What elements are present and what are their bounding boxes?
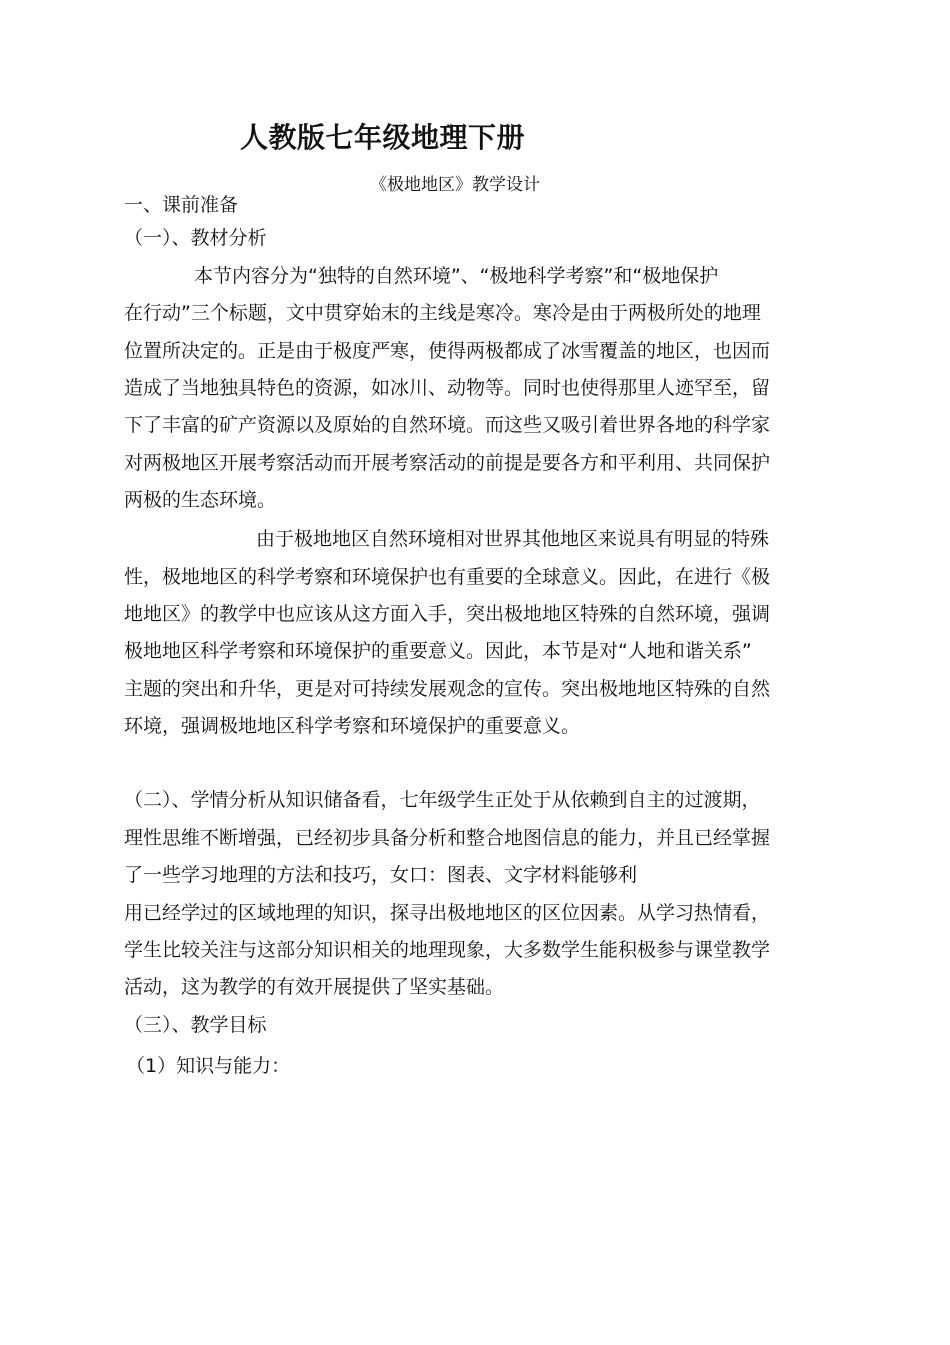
paragraph-line: 用已经学过的区域地理的知识，探寻出极地地区的区位因素。从学习热情看， <box>124 902 771 924</box>
paragraph-line: 性，极地地区的科学考察和环境保护也有重要的全球意义。因此，在进行《极 <box>124 566 771 588</box>
paragraph-line: 活动，这为教学的有效开展提供了坚实基础。 <box>124 976 505 998</box>
paragraph-line: 在行动”三个标题，文中贯穿始末的主线是寒冷。寒冷是由于两极所处的地理 <box>124 302 761 324</box>
paragraph-line: 了一些学习地理的方法和技巧，女口：图表、文字材料能够利 <box>124 864 638 886</box>
paragraph-line: 本节内容分为“独特的自然环境”、“极地科学考察”和“极地保护 <box>194 265 719 287</box>
paragraph-line: 两极的生态环境。 <box>124 489 277 511</box>
paragraph-line: 位置所决定的。正是由于极度严寒，使得两极都成了冰雪覆盖的地区，也因而 <box>124 340 771 362</box>
paragraph-line: 下了丰富的矿产资源以及原始的自然环境。而这些又吸引着世界各地的科学家 <box>124 414 771 436</box>
paragraph-line: 主题的突出和升华，更是对可持续发展观念的宣传。突出极地地区特殊的自然 <box>124 678 771 700</box>
paragraph-line: 学生比较关注与这部分知识相关的地理现象，大多数学生能积极参与课堂教学 <box>124 939 771 961</box>
goal-item-knowledge: （1）知识与能力： <box>126 1055 291 1077</box>
paragraph-line: 极地地区科学考察和环境保护的重要意义。因此，本节是对“人地和谐关系” <box>124 640 752 662</box>
paragraph-line: （二）、学情分析从知识储备看，七年级学生正处于从依赖到自主的过渡期， <box>124 789 761 811</box>
paragraph-line: 环境，强调极地地区科学考察和环境保护的重要意义。 <box>124 715 581 737</box>
paragraph-line: 造成了当地独具特色的资源，如冰川、动物等。同时也使得那里人迹罕至，留 <box>124 377 771 399</box>
paragraph-line: 由于极地地区自然环境相对世界其他地区来说具有明显的特殊 <box>256 528 770 550</box>
subsection-heading-material: （一）、教材分析 <box>124 227 267 249</box>
subsection-heading-goals: （三）、教学目标 <box>124 1014 267 1036</box>
paragraph-line: 理性思维不断增强，已经初步具备分析和整合地图信息的能力，并且已经掌握 <box>124 827 771 849</box>
section-heading-prep: 一、课前准备 <box>124 194 239 216</box>
document-title: 人教版七年级地理下册 <box>240 121 526 154</box>
paragraph-line: 地地区》的教学中也应该从这方面入手，突出极地地区特殊的自然环境，强调 <box>124 603 771 625</box>
paragraph-line: 对两极地区开展考察活动而开展考察活动的前提是要各方和平利用、共同保护 <box>124 452 771 474</box>
document-subtitle: 《极地地区》教学设计 <box>370 175 540 195</box>
